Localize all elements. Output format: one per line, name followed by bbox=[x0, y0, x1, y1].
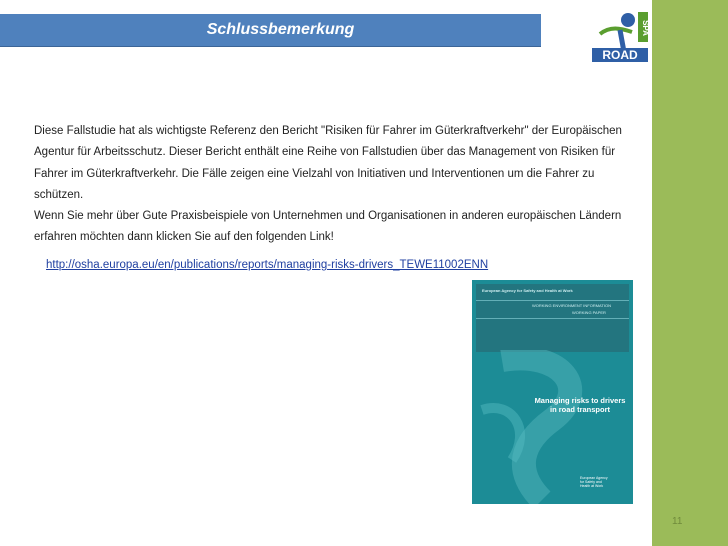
cover-footer-logo: European Agency for Safety and Health at Work bbox=[580, 476, 608, 488]
paragraph-2: Wenn Sie mehr über Gute Praxisbeispiele von Unternehmen und Organisationen in anderen europäischen Ländern erfahren möchten dann klicken Sie auf den folgenden Link! bbox=[34, 210, 622, 244]
osha-report-link[interactable]: http://osha.europa.eu/en/publications/reports/managing-risks-drivers_TEWE11002ENN bbox=[46, 259, 489, 271]
slide-title: Schlussbemerkung bbox=[206, 21, 355, 38]
report-cover-image bbox=[472, 280, 633, 504]
page-number: 11 bbox=[672, 516, 683, 527]
body-text bbox=[34, 121, 646, 249]
cover-agency: European Agency for Safety and Health at Work bbox=[482, 288, 573, 293]
cover-divider bbox=[476, 300, 629, 301]
logo-road-text: ROAD bbox=[602, 48, 638, 62]
road-spa-logo bbox=[590, 6, 650, 70]
cover-title: Managing risks to drivers in road transport bbox=[534, 396, 626, 414]
right-sidebar bbox=[652, 0, 728, 546]
paragraph-1: Diese Fallstudie hat als wichtigste Referenz den Bericht "Risiken für Fahrer im Güterkraftverkehr" der Europäischen Agentur für Arbeitsschutz. Dieser Bericht enthält eine Reihe von Fallstudien über das Management von Risiken für Fahrer im Güterkraftverkehr. Die Fälle zeigen eine Vielzahl von Initiativen und Interventionen um die Fahrer zu schützen. bbox=[34, 125, 622, 201]
cover-subseries: WORKING PAPER bbox=[572, 310, 606, 315]
title-bar bbox=[0, 14, 541, 47]
cover-divider bbox=[476, 318, 629, 319]
cover-series: WORKING ENVIRONMENT INFORMATION bbox=[532, 303, 611, 308]
logo-spa-text: SPA bbox=[641, 20, 650, 36]
road-spa-logo-icon bbox=[590, 6, 650, 70]
